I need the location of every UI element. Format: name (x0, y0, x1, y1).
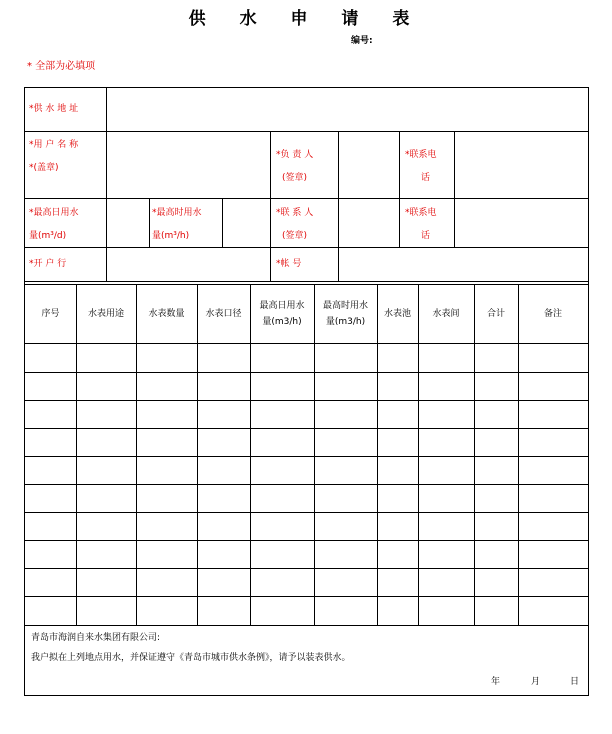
row-divider (25, 484, 588, 485)
header-meter-pit: 水表池 (383, 309, 411, 319)
header-meter-caliber: 水表口径 (205, 309, 242, 319)
header-max-daily-line2: 量(m3/h) (262, 317, 302, 327)
phone-label-2-line1: *联系电 (405, 208, 437, 218)
phone-label-2 (405, 202, 437, 248)
header-seq: 序号 (41, 309, 60, 319)
user-name-label-line2: *(盖章) (29, 163, 59, 173)
col-divider (474, 284, 475, 625)
required-note: * 全部为必填项 (27, 61, 96, 72)
declaration-line: 我户拟在上列地点用水，并保证遵守《青岛市城市供水条例》，请予以装表供水。 (31, 653, 351, 663)
row-divider (25, 625, 588, 626)
col-divider (314, 284, 315, 625)
col-divider (149, 198, 150, 247)
row-divider (25, 540, 588, 541)
header-max-hourly-line1: 最高时用水 (322, 301, 368, 311)
header-remarks: 备注 (543, 309, 562, 319)
max-hourly-usage-label (152, 202, 202, 248)
max-hourly-usage-label-line2: 量(m³/h) (152, 231, 190, 241)
row-divider (25, 284, 588, 285)
row-divider (25, 428, 588, 429)
row-divider (25, 596, 588, 597)
row-divider (25, 456, 588, 457)
row-divider (25, 568, 588, 569)
col-divider (338, 247, 339, 281)
row-divider (25, 281, 588, 282)
manager-label-line1: *负 责 人 (276, 150, 314, 160)
row-divider (25, 400, 588, 401)
company-line: 青岛市海润自来水集团有限公司: (31, 633, 161, 643)
supply-address-label: *供 水 地 址 (29, 104, 79, 114)
header-max-daily (250, 298, 314, 330)
phone-label-1-line2: 话 (421, 173, 431, 183)
contact-person-label-line1: *联 系 人 (276, 208, 314, 218)
col-divider (136, 284, 137, 625)
col-divider (106, 88, 107, 281)
header-max-hourly-line2: 量(m3/h) (325, 317, 366, 327)
max-daily-usage-label (29, 202, 79, 248)
col-divider (250, 284, 251, 625)
col-divider (454, 131, 455, 247)
col-divider (418, 284, 419, 625)
manager-label (276, 144, 313, 190)
header-total: 合计 (486, 309, 505, 319)
col-divider (518, 284, 519, 625)
date-day-label: 日 (570, 677, 580, 687)
account-label: *帐 号 (276, 259, 302, 269)
contact-person-label-line2: (签章) (282, 231, 308, 241)
max-hourly-usage-label-line1: *最高时用水 (152, 208, 202, 218)
col-divider (197, 284, 198, 625)
col-divider (377, 284, 378, 625)
user-name-label-line1: *用 户 名 称 (29, 140, 79, 150)
header-meter-count: 水表数量 (148, 309, 185, 319)
row-divider (25, 198, 588, 199)
bank-label: *开 户 行 (29, 259, 67, 269)
max-daily-usage-label-line1: *最高日用水 (29, 208, 79, 218)
header-max-hourly (314, 298, 377, 330)
row-divider (25, 512, 588, 513)
col-divider (399, 131, 400, 247)
col-divider (76, 284, 77, 625)
form-title: 供 水 申 请 表 (188, 9, 424, 29)
phone-label-2-line2: 话 (421, 231, 431, 241)
date-year-label: 年 (491, 677, 501, 687)
header-max-daily-line1: 最高日用水 (259, 301, 305, 311)
col-divider (222, 198, 223, 247)
contact-person-label (276, 202, 313, 248)
user-name-label (29, 134, 78, 180)
header-meter-usage: 水表用途 (87, 309, 124, 319)
col-divider (270, 131, 271, 281)
application-form (24, 87, 589, 696)
date-month-label: 月 (531, 677, 541, 687)
col-divider (338, 131, 339, 247)
row-divider (25, 131, 588, 132)
serial-number-label: 编号: (351, 36, 373, 46)
manager-label-line2: (签章) (282, 173, 308, 183)
row-divider (25, 343, 588, 344)
row-divider (25, 372, 588, 373)
phone-label-1 (405, 144, 437, 190)
header-meter-room: 水表间 (432, 309, 460, 319)
phone-label-1-line1: *联系电 (405, 150, 437, 160)
max-daily-usage-label-line2: 量(m³/d) (29, 231, 67, 241)
